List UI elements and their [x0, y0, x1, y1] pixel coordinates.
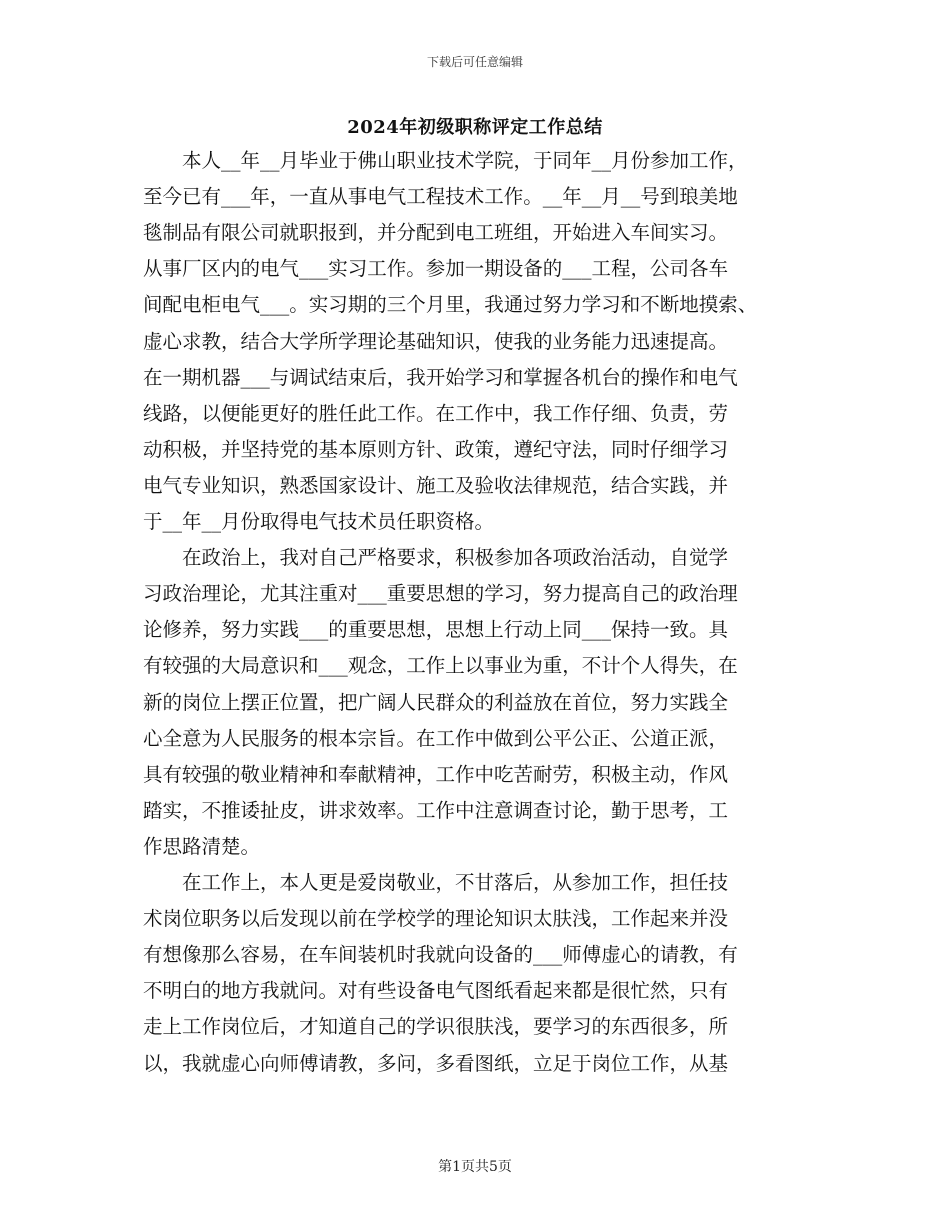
body-line: 术岗位职务以后发现以前在学校学的理论知识太肤浅，工作起来并没: [143, 907, 729, 931]
body-line: 于__年__月份取得电气技术员任职资格。: [143, 510, 495, 533]
body-line: 动积极，并坚持党的基本原则方针、政策，遵纪守法，同时仔细学习: [143, 437, 729, 461]
body-line: 在政治上，我对自己严格要求，积极参加各项政治活动，自觉学: [143, 546, 729, 570]
body-line: 心全意为人民服务的根本宗旨。在工作中做到公平公正、公道正派，: [143, 726, 729, 750]
document-title: 2024年初级职称评定工作总结: [347, 117, 603, 138]
body-line: 毯制品有限公司就职报到，并分配到电工班组，开始进入车间实习。: [143, 221, 729, 245]
body-line: 走上工作岗位后，才知道自己的学识很肤浅，要学习的东西很多，所: [143, 1015, 729, 1039]
page-footer: 第1页共5页: [438, 1159, 512, 1175]
body-line: 有想像那么容易，在车间装机时我就向设备的___师傅虚心的请教，有: [143, 943, 738, 967]
body-line: 在工作上，本人更是爱岗敬业，不甘落后，从参加工作，担任技: [143, 871, 729, 894]
body-line: 踏实，不推诿扯皮，讲求效率。工作中注意调查讨论，勤于思考，工: [143, 798, 729, 822]
body-line: 有较强的大局意识和___观念，工作上以事业为重，不计个人得失，在: [143, 654, 738, 678]
body-line: 习政治理论，尤其注重对___重要思想的学习，努力提高自己的政治理: [143, 582, 738, 606]
body-line: 作思路清楚。: [143, 834, 261, 858]
body-line: 至今已有___年，一直从事电气工程技术工作。__年__月__号到琅美地: [143, 185, 738, 209]
body-line: 电气专业知识，熟悉国家设计、施工及验收法律规范，结合实践，并: [143, 473, 729, 497]
body-line: 新的岗位上摆正位置，把广阔人民群众的利益放在首位，努力实践全: [143, 690, 729, 714]
body-line: 不明白的地方我就问。对有些设备电气图纸看起来都是很忙然，只有: [143, 979, 729, 1003]
body-line: 从事厂区内的电气___实习工作。参加一期设备的___工程，公司各车: [143, 257, 729, 281]
body-line: 论修养，努力实践___的重要思想，思想上行动上同___保持一致。具: [143, 618, 729, 642]
body-line: 在一期机器___与调试结束后，我开始学习和掌握各机台的操作和电气: [143, 365, 738, 389]
body-line: 线路，以便能更好的胜任此工作。在工作中，我工作仔细、负责，劳: [143, 401, 729, 425]
body-line: 以，我就虚心向师傅请教，多问，多看图纸，立足于岗位工作，从基: [143, 1051, 729, 1075]
body-line: 虚心求教，结合大学所学理论基础知识，使我的业务能力迅速提高。: [143, 329, 729, 353]
body-line: 间配电柜电气___。实习期的三个月里，我通过努力学习和不断地摸索、: [143, 293, 758, 317]
header-note: 下载后可任意编辑: [426, 55, 523, 69]
body-line: 本人__年__月毕业于佛山职业技术学院，于同年__月份参加工作，: [143, 149, 748, 172]
body-line: 具有较强的敬业精神和奉献精神，工作中吃苦耐劳，积极主动，作风: [143, 762, 729, 786]
